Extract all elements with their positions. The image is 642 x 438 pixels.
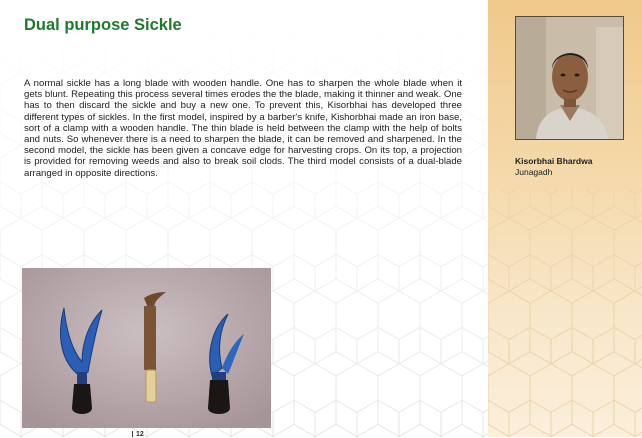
page-number-rule [132,431,133,437]
innovator-name: Kisorbhai Bhardwa [515,156,593,166]
page-number: 12 [136,431,144,438]
innovator-location: Junagadh [515,167,553,177]
article-body: A normal sickle has a long blade with wooden handle. One has to sharpen the whole blade when it gets blunt. Repeating this process several times erodes the the blade, making it thinner and weak. One has to then discard the sickle and buy a new one. To prevent this, Kisorbhai has developed three different types of sickles. In the first model, inspired by a barber's knife, Kishorbhai made an iron base, sort of a clamp with a wooden handle. The thin blade is held between the clamp with the help of bolts and nuts. So whenever there is a need to sharpen the blade, it can be removed and sharpened. In the second model, the sickle has been given a concave edge for harvesting crops. On its top, a projection is provided for removing weeds and also to break soil clods. The third model consists of a dual-blade arranged in opposite directions. [24,78,462,179]
innovator-portrait [515,16,624,140]
sickles-image [22,268,271,428]
sickles-photo [22,268,271,428]
portrait-image [516,17,623,139]
page-title: Dual purpose Sickle [24,16,182,34]
